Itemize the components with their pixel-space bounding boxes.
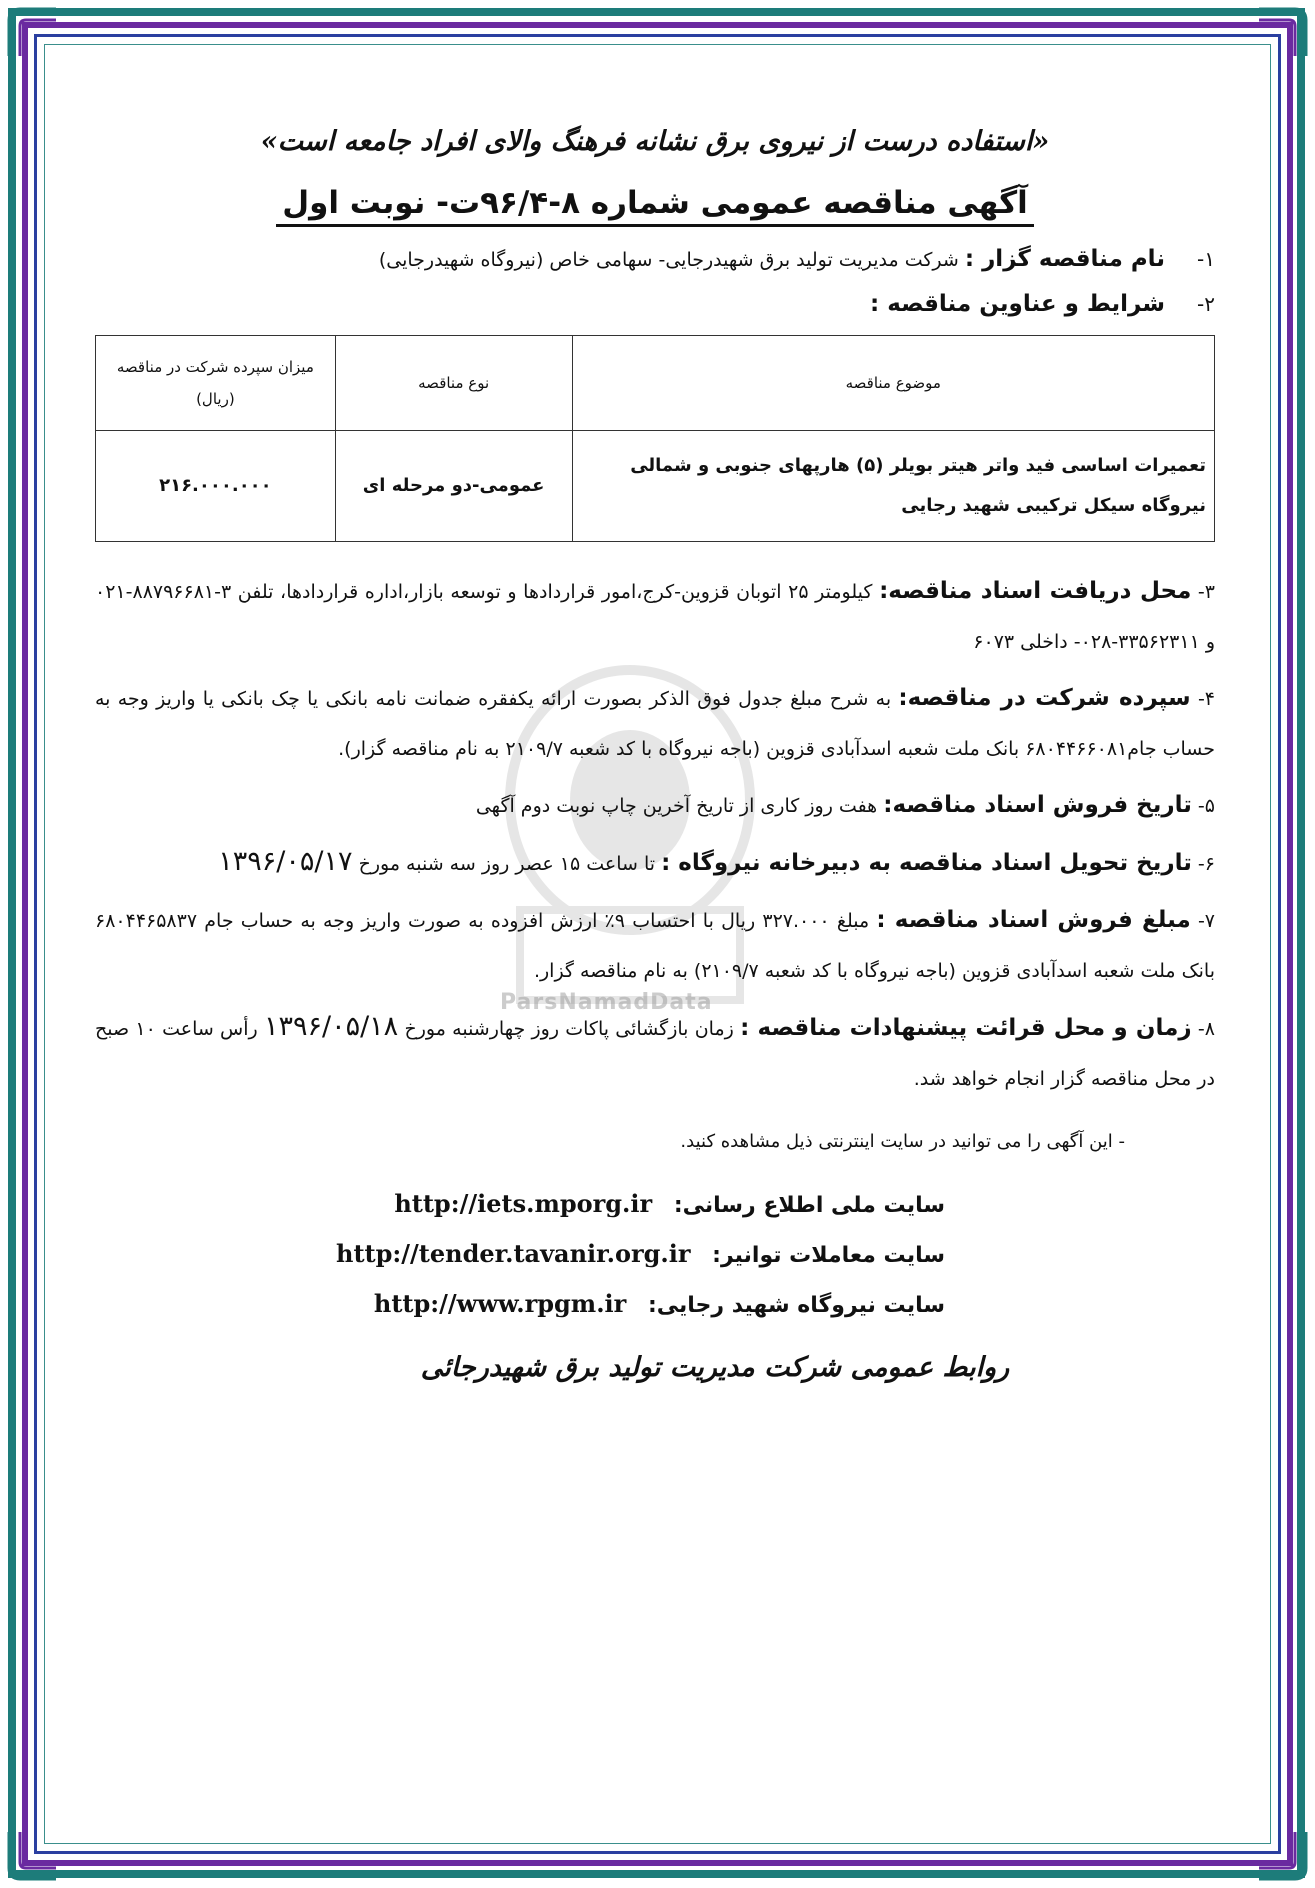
website-item bbox=[95, 1180, 945, 1230]
document-location: کیلومتر ۲۵ اتوبان قزوین-کرج،امور قراردادها و توسعه بازار،اداره قراردادها، تلفن ۳-۸۸۷۹۶۶۸۱-۰۲۱ و ۳۳۵۶۲۳۱۱-۰۲۸- داخلی ۶۰۷۳ bbox=[95, 581, 1215, 653]
cell-type: عمومی-دو مرحله ای bbox=[335, 431, 572, 542]
section-number: ۸- bbox=[1197, 1018, 1215, 1040]
section-number: ۴- bbox=[1197, 688, 1216, 710]
deposit-terms: به شرح مبلغ جدول فوق الذکر بصورت ارائه یکفقره ضمانت نامه بانکی یا چک بانکی یا واریز وجه به حساب جام۶۸۰۴۴۶۶۰۸۱ بانک ملت شعبه اسدآبادی قزوین (باجه نیروگاه با کد شعبه ۲۱۰۹/۷ به نام مناقصه گزار). bbox=[95, 688, 1215, 760]
section-5 bbox=[95, 780, 1215, 831]
tender-notice bbox=[95, 110, 1215, 1383]
section-number: ۲- bbox=[1197, 292, 1215, 316]
website-link[interactable]: http://iets.mporg.ir bbox=[394, 1189, 653, 1218]
watermark-text: ParsNamadData bbox=[500, 990, 713, 1015]
document-price: ۳۲۷.۰۰۰ bbox=[762, 910, 830, 932]
header-deposit: میزان سپرده شرکت در مناقصه (ریال) bbox=[96, 336, 336, 431]
section-label: مبلغ فروش اسناد مناقصه : bbox=[876, 907, 1191, 933]
delivery-text: مورخ bbox=[358, 853, 400, 875]
section-7 bbox=[95, 895, 1215, 996]
section-label: سپرده شرکت در مناقصه: bbox=[898, 685, 1191, 711]
website-link[interactable]: http://tender.tavanir.org.ir bbox=[336, 1239, 691, 1268]
delivery-time: ۱۵ عصر bbox=[515, 853, 581, 875]
footer-signature: روابط عمومی شرکت مدیریت تولید برق شهیدرجائی bbox=[420, 1352, 1010, 1383]
delivery-text: روز bbox=[481, 853, 510, 875]
section-number: ۷- bbox=[1197, 910, 1216, 932]
website-label: سایت ملی اطلاع رسانی: bbox=[673, 1193, 945, 1218]
corner-ornament-icon bbox=[6, 1828, 60, 1882]
section-label: تاریخ تحویل اسناد مناقصه به دبیرخانه نیروگاه : bbox=[661, 850, 1192, 876]
opening-text: مورخ bbox=[404, 1018, 446, 1040]
corner-ornament-icon bbox=[1255, 6, 1309, 60]
motto: «استفاده درست از نیروی برق نشانه فرهنگ والای افراد جامعه است» bbox=[260, 126, 1050, 157]
opening-day: چهارشنبه bbox=[452, 1018, 526, 1040]
opening-time: ۱۰ صبح bbox=[95, 1018, 156, 1040]
delivery-day: سه شنبه bbox=[406, 853, 476, 875]
website-item bbox=[95, 1280, 945, 1330]
header-subject: موضوع مناقصه bbox=[572, 336, 1214, 431]
website-label: سایت نیروگاه شهید رجایی: bbox=[647, 1293, 945, 1318]
corner-ornament-icon bbox=[6, 6, 60, 60]
opening-text: در محل مناقصه گزار انجام خواهد شد. bbox=[913, 1068, 1215, 1090]
section-1 bbox=[95, 237, 1215, 282]
tenderer-name: شرکت مدیریت تولید برق شهیدرجایی- سهامی خاص (نیروگاه شهیدرجایی) bbox=[378, 249, 959, 271]
section-number: ۱- bbox=[1197, 247, 1215, 271]
section-2 bbox=[95, 282, 1215, 327]
notice-title-text: آگهی مناقصه عمومی شماره ۸-۹۶/۴ت- نوبت اول bbox=[276, 185, 1034, 227]
opening-text: زمان بازگشائی پاکات روز bbox=[531, 1018, 734, 1040]
website-link[interactable]: http://www.rpgm.ir bbox=[373, 1289, 627, 1318]
cell-subject: تعمیرات اساسی فید واتر هیتر بویلر (۵) هارپهای جنوبی و شمالی نیروگاه سیکل ترکیبی شهید رجایی bbox=[572, 431, 1214, 542]
price-text: مبلغ bbox=[836, 910, 870, 932]
table-row bbox=[96, 431, 1215, 542]
header-type: نوع مناقصه bbox=[335, 336, 572, 431]
corner-ornament-icon bbox=[1255, 1828, 1309, 1882]
sale-date: هفت روز کاری از تاریخ آخرین چاپ نوبت دوم آگهی bbox=[475, 795, 878, 817]
cell-deposit: ۲۱۶.۰۰۰.۰۰۰ bbox=[96, 431, 336, 542]
section-label: تاریخ فروش اسناد مناقصه: bbox=[883, 792, 1192, 818]
table-header-row bbox=[96, 336, 1215, 431]
opening-text: رأس ساعت bbox=[162, 1018, 258, 1040]
website-label: سایت معاملات توانیر: bbox=[712, 1243, 945, 1268]
notice-title bbox=[95, 183, 1215, 221]
website-note: - این آگهی را می توانید در سایت اینترنتی ذیل مشاهده کنید. bbox=[680, 1131, 1125, 1152]
section-label: زمان و محل قرائت پیشنهادات مناقصه : bbox=[740, 1015, 1192, 1041]
section-6 bbox=[95, 837, 1215, 889]
tender-table bbox=[95, 335, 1215, 542]
delivery-text: تا ساعت bbox=[586, 853, 656, 875]
website-list bbox=[95, 1180, 1215, 1330]
section-label: محل دریافت اسناد مناقصه: bbox=[879, 578, 1192, 604]
section-label: نام مناقصه گزار : bbox=[964, 246, 1165, 272]
section-number: ۳- bbox=[1197, 581, 1215, 603]
section-label: شرایط و عناوین مناقصه : bbox=[870, 291, 1165, 317]
section-8 bbox=[95, 1002, 1215, 1104]
price-terms: ریال با احتساب ۹٪ ارزش افزوده به صورت واریز وجه به حساب جام ۶۸۰۴۴۶۵۸۳۷ بانک ملت شعبه اسدآبادی قزوین (باجه نیروگاه با کد شعبه ۲۱۰۹/۷) به نام مناقصه گزار. bbox=[95, 910, 1215, 982]
section-number: ۵- bbox=[1197, 795, 1215, 817]
section-number: ۶- bbox=[1197, 853, 1215, 875]
website-item bbox=[95, 1230, 945, 1280]
section-4 bbox=[95, 673, 1215, 774]
section-3 bbox=[95, 566, 1215, 667]
delivery-date: ۱۳۹۶/۰۵/۱۷ bbox=[218, 846, 353, 877]
opening-date: ۱۳۹۶/۰۵/۱۸ bbox=[263, 1011, 399, 1042]
